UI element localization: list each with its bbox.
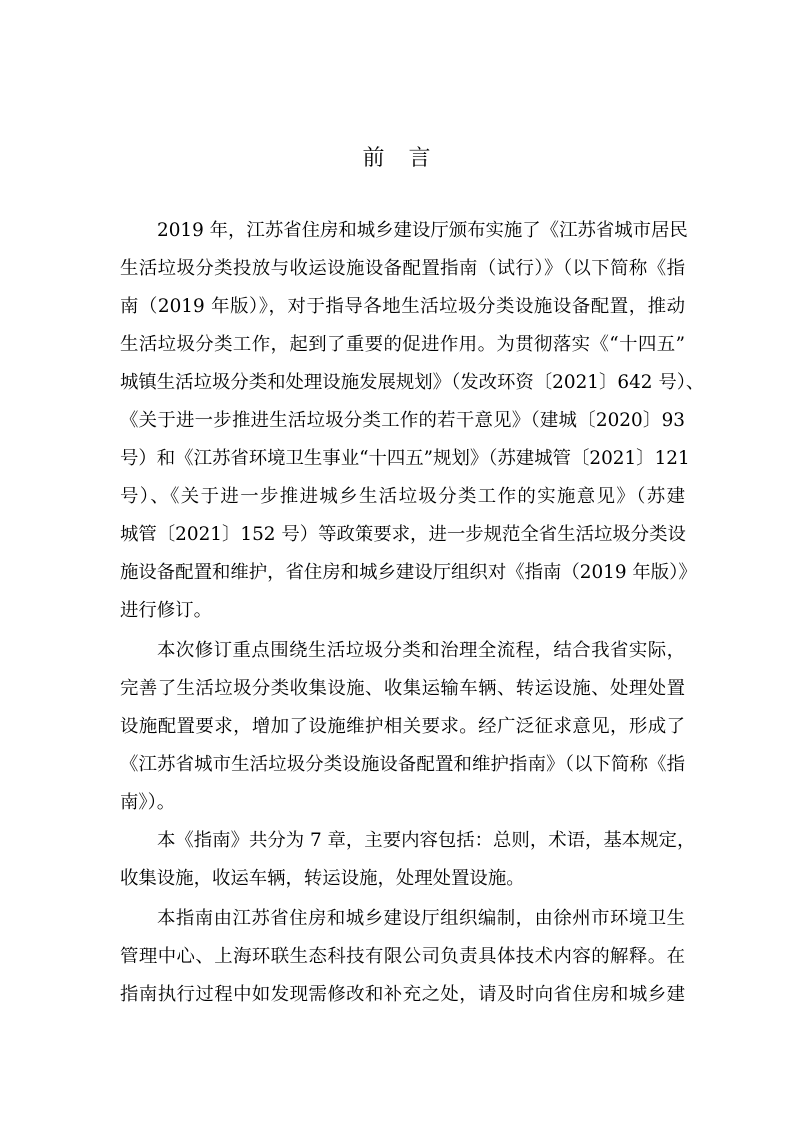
body-line: 《江苏省城市生活垃圾分类设施设备配置和维护指南》（以下简称《指: [120, 754, 685, 775]
body-line: 号）、《关于进一步推进城乡生活垃圾分类工作的实施意见》（苏建: [120, 486, 685, 507]
body-line: 管理中心、上海环联生态科技有限公司负责具体技术内容的解释。在: [120, 946, 685, 967]
body-line: 生活垃圾分类工作，起到了重要的促进作用。为贯彻落实《“十四五”: [120, 334, 685, 355]
body-line: 本次修订重点围绕生活垃圾分类和治理全流程，结合我省实际，: [157, 640, 685, 661]
body-line: 收集设施，收运车辆，转运设施，处理处置设施。: [120, 868, 525, 889]
body-line: 城镇生活垃圾分类和处理设施发展规划》（发改环资〔2021〕642 号）、: [120, 372, 705, 393]
body-line: 指南执行过程中如发现需修改和补充之处，请及时向省住房和城乡建: [120, 984, 685, 1005]
body-line: 《关于进一步推进生活垃圾分类工作的若干意见》（建城〔2020〕93: [120, 410, 685, 431]
body-line: 生活垃圾分类投放与收运设施设备配置指南（试行）》（以下简称《指: [120, 258, 685, 279]
body-line: 进行修订。: [120, 600, 212, 621]
body-line: 号）和《江苏省环境卫生事业“十四五”规划》（苏建城管〔2021〕121: [120, 448, 690, 469]
page-title: 前言: [362, 146, 455, 171]
body-line: 完善了生活垃圾分类收集设施、收集运输车辆、转运设施、处理处置: [120, 678, 685, 699]
body-line: 设施配置要求，增加了设施维护相关要求。经广泛征求意见，形成了: [120, 716, 685, 737]
body-line: 施设备配置和维护，省住房和城乡建设厅组织对《指南（2019 年版）》: [120, 562, 697, 583]
body-line: 南（2019 年版）》，对于指导各地生活垃圾分类设施设备配置，推动: [120, 296, 685, 317]
body-line: 本指南由江苏省住房和城乡建设厅组织编制，由徐州市环境卫生: [157, 908, 685, 929]
body-line: 南》）。: [120, 792, 176, 813]
body-line: 城管〔2021〕152 号）等政策要求，进一步规范全省生活垃圾分类设: [120, 524, 686, 545]
body-line: 本《指南》共分为 7 章，主要内容包括：总则，术语，基本规定，: [157, 830, 696, 851]
body-line: 2019 年，江苏省住房和城乡建设厅颁布实施了《江苏省城市居民: [157, 220, 688, 241]
